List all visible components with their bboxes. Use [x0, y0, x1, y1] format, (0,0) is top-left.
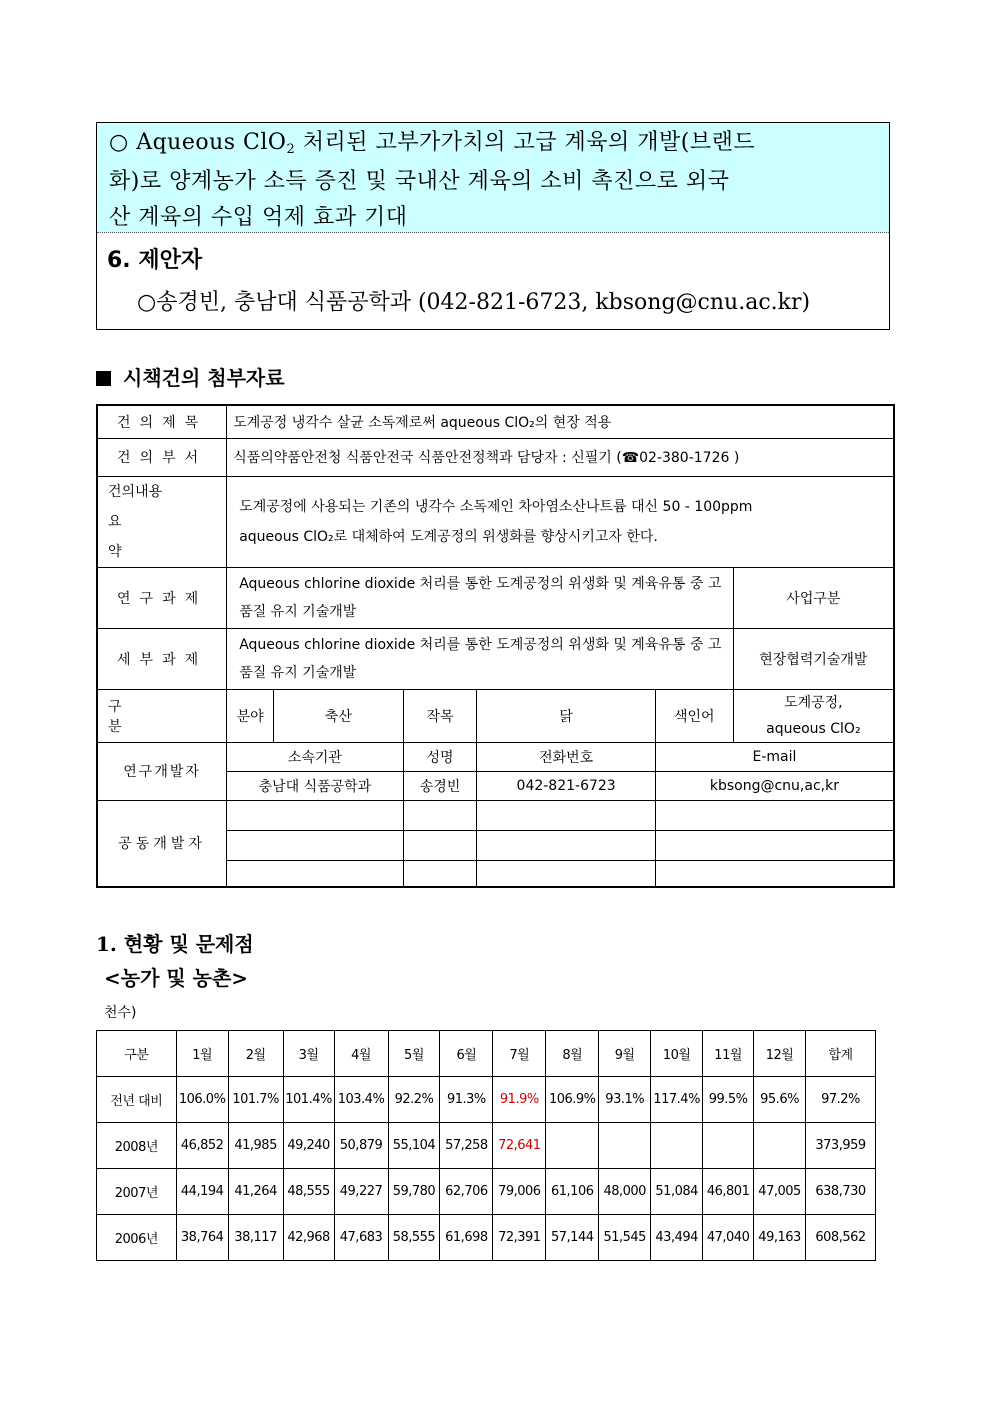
stats-cell: 47,005 [754, 1169, 806, 1215]
attachment-title [96, 362, 285, 391]
phone-label: 전화번호 [477, 742, 655, 771]
section-1-subtitle: <농가 및 농촌> [104, 966, 249, 990]
stats-cell: 79,006 [493, 1169, 546, 1215]
section-1-title: 1. 현황 및 문제점 [96, 932, 254, 956]
stats-row-label: 전년 대비 [97, 1077, 177, 1123]
empty-cell [655, 800, 894, 830]
table-row [97, 1215, 876, 1261]
stats-header-row [97, 1031, 876, 1077]
email-label: E-mail [655, 742, 894, 771]
proposer-heading: 6. 제안자 [107, 248, 203, 273]
stats-cell: 106.9% [546, 1077, 599, 1123]
table-row [97, 567, 894, 628]
attachment-title-text: 시책건의 첨부자료 [123, 366, 285, 390]
stats-row-label: 2006년 [97, 1215, 177, 1261]
empty-cell [403, 860, 477, 887]
class-label-cell [97, 689, 227, 742]
empty-cell [477, 860, 655, 887]
table-row [97, 800, 894, 830]
stats-cell: 638,730 [806, 1169, 876, 1215]
stats-cell: 51,084 [651, 1169, 703, 1215]
name-value: 송경빈 [403, 771, 477, 800]
name-label: 성명 [403, 742, 477, 771]
stats-header-cell: 8월 [546, 1031, 599, 1077]
stats-cell: 47,040 [703, 1215, 754, 1261]
stats-header-cell: 구분 [97, 1031, 177, 1077]
stats-header-cell: 9월 [599, 1031, 651, 1077]
stats-cell: 48,000 [599, 1169, 651, 1215]
stats-cell: 99.5% [703, 1077, 754, 1123]
stats-header-cell: 1월 [176, 1031, 228, 1077]
summary-label-2: 요약 [108, 513, 192, 560]
stats-cell: 44,194 [176, 1169, 228, 1215]
stats-cell: 608,562 [806, 1215, 876, 1261]
para-line-1: ○ Aqueous ClO [109, 130, 287, 155]
table-row [97, 628, 894, 689]
index-value-1: 도계공정, [784, 694, 843, 711]
stats-cell: 49,227 [334, 1169, 388, 1215]
summary-label-2-row [104, 507, 220, 567]
stats-cell [651, 1123, 703, 1169]
stats-cell: 49,163 [754, 1215, 806, 1261]
summary-value [227, 476, 894, 567]
stats-cell [599, 1123, 651, 1169]
stats-header-cell: 2월 [228, 1031, 283, 1077]
stats-cell: 101.4% [283, 1077, 334, 1123]
stats-cell: 373,959 [806, 1123, 876, 1169]
proposal-box [96, 122, 890, 330]
empty-cell [227, 800, 403, 830]
unit-label: 천수) [104, 1005, 137, 1021]
subject-value: 도계공정 냉각수 살균 소독제로써 aqueous ClO₂의 현장 적용 [227, 405, 894, 438]
para-line-1-cont: 처리된 고부가가치의 고급 계육의 개발(브랜드 [295, 130, 756, 155]
org-value: 충남대 식품공학과 [227, 771, 403, 800]
stats-cell: 106.0% [176, 1077, 228, 1123]
summary-label-1: 건의내용 [108, 483, 163, 500]
stats-row-label: 2007년 [97, 1169, 177, 1215]
empty-cell [227, 860, 403, 887]
stats-cell: 91.3% [440, 1077, 493, 1123]
stats-header-cell: 5월 [388, 1031, 440, 1077]
stats-header-cell: 6월 [440, 1031, 493, 1077]
summary-line-2: aqueous ClO₂로 대체하여 도계공정의 위생화를 향상시키고자 한다. [239, 528, 658, 545]
research-value: Aqueous chlorine dioxide 처리를 통한 도계공정의 위생화 및 계육유통 중 고품질 유지 기술개발 [227, 567, 734, 628]
stats-row-label: 2008년 [97, 1123, 177, 1169]
stats-header-cell: 7월 [493, 1031, 546, 1077]
proposal-info-table [96, 404, 895, 888]
stats-cell: 38,764 [176, 1215, 228, 1261]
stats-header-cell: 4월 [334, 1031, 388, 1077]
dept-label: 건의부서 [97, 438, 227, 476]
stats-cell: 51,545 [599, 1215, 651, 1261]
research-label: 연구과제 [97, 567, 227, 628]
stats-cell: 103.4% [334, 1077, 388, 1123]
empty-cell [227, 830, 403, 860]
stats-header-cell: 10월 [651, 1031, 703, 1077]
stats-cell: 57,258 [440, 1123, 493, 1169]
stats-header-cell: 3월 [283, 1031, 334, 1077]
table-row [97, 689, 894, 742]
stats-cell: 43,494 [651, 1215, 703, 1261]
summary-label [97, 476, 227, 567]
stats-cell: 93.1% [599, 1077, 651, 1123]
class-label: 구분 [108, 698, 192, 735]
email-value: kbsong@cnu,ac,kr [655, 771, 894, 800]
proposer-text: ○송경빈, 충남대 식품공학과 (042-821-6723, kbsong@cnu.ac.kr) [137, 290, 811, 315]
stats-cell [546, 1123, 599, 1169]
field-label: 분야 [227, 689, 274, 742]
stats-cell: 117.4% [651, 1077, 703, 1123]
stats-cell [703, 1123, 754, 1169]
table-row [97, 742, 894, 771]
stats-cell: 57,144 [546, 1215, 599, 1261]
biz-type-value: 현장협력기술개발 [733, 628, 894, 689]
stats-cell: 72,641 [493, 1123, 546, 1169]
item-label: 작목 [403, 689, 477, 742]
stats-cell [754, 1123, 806, 1169]
subject-label: 건의제목 [97, 405, 227, 438]
empty-cell [403, 830, 477, 860]
stats-header-cell: 12월 [754, 1031, 806, 1077]
stats-cell: 48,555 [283, 1169, 334, 1215]
summary-line-1: 도계공정에 사용되는 기존의 냉각수 소독제인 차아염소산나트륨 대신 50 - 100ppm [239, 498, 753, 515]
para-line-2: 화)로 양계농가 소득 증진 및 국내산 계육의 소비 촉진으로 외국 [109, 169, 730, 194]
stats-cell: 46,801 [703, 1169, 754, 1215]
stats-cell: 50,879 [334, 1123, 388, 1169]
dev-label: 연구개발자 [97, 742, 227, 800]
stats-cell: 101.7% [228, 1077, 283, 1123]
item-value: 닭 [477, 689, 655, 742]
table-row [97, 405, 894, 438]
stats-body [97, 1077, 876, 1261]
black-square-icon [96, 371, 111, 386]
phone-value: 042-821-6723 [477, 771, 655, 800]
detail-label: 세부과제 [97, 628, 227, 689]
stats-header-cell: 합계 [806, 1031, 876, 1077]
index-label: 색인어 [655, 689, 733, 742]
subscript: 2 [286, 142, 296, 157]
empty-cell [477, 830, 655, 860]
stats-cell: 42,968 [283, 1215, 334, 1261]
stats-cell: 72,391 [493, 1215, 546, 1261]
stats-cell: 58,555 [388, 1215, 440, 1261]
stats-cell: 95.6% [754, 1077, 806, 1123]
stats-cell: 62,706 [440, 1169, 493, 1215]
stats-cell: 41,264 [228, 1169, 283, 1215]
stats-cell: 91.9% [493, 1077, 546, 1123]
stats-cell: 46,852 [176, 1123, 228, 1169]
table-row [97, 438, 894, 476]
stats-cell: 55,104 [388, 1123, 440, 1169]
stats-cell: 49,240 [283, 1123, 334, 1169]
stats-header-cell: 11월 [703, 1031, 754, 1077]
detail-value: Aqueous chlorine dioxide 처리를 통한 도계공정의 위생화 및 계육유통 중 고품질 유지 기술개발 [227, 628, 734, 689]
table-row [97, 1169, 876, 1215]
stats-cell: 97.2% [806, 1077, 876, 1123]
table-row [97, 476, 894, 567]
dept-value: 식품의약품안전청 식품안전국 식품안전정책과 담당자 : 신필기 (☎02-380-1726 ) [227, 438, 894, 476]
stats-cell: 38,117 [228, 1215, 283, 1261]
expected-effect-paragraph [97, 123, 889, 233]
index-value-2: aqueous ClO₂ [766, 720, 861, 737]
stats-cell: 59,780 [388, 1169, 440, 1215]
stats-cell: 47,683 [334, 1215, 388, 1261]
index-value [733, 689, 894, 742]
empty-cell [655, 830, 894, 860]
codev-label: 공동개발자 [97, 800, 227, 887]
table-row [97, 1077, 876, 1123]
stats-cell: 61,106 [546, 1169, 599, 1215]
table-row [97, 1123, 876, 1169]
para-line-3: 산 계육의 수입 억제 효과 기대 [109, 205, 408, 230]
stats-cell: 92.2% [388, 1077, 440, 1123]
stats-cell: 61,698 [440, 1215, 493, 1261]
biz-type-label: 사업구분 [733, 567, 894, 628]
field-value: 축산 [274, 689, 404, 742]
empty-cell [403, 800, 477, 830]
empty-cell [655, 860, 894, 887]
empty-cell [477, 800, 655, 830]
org-label: 소속기관 [227, 742, 403, 771]
stats-table [96, 1030, 876, 1261]
stats-cell: 41,985 [228, 1123, 283, 1169]
